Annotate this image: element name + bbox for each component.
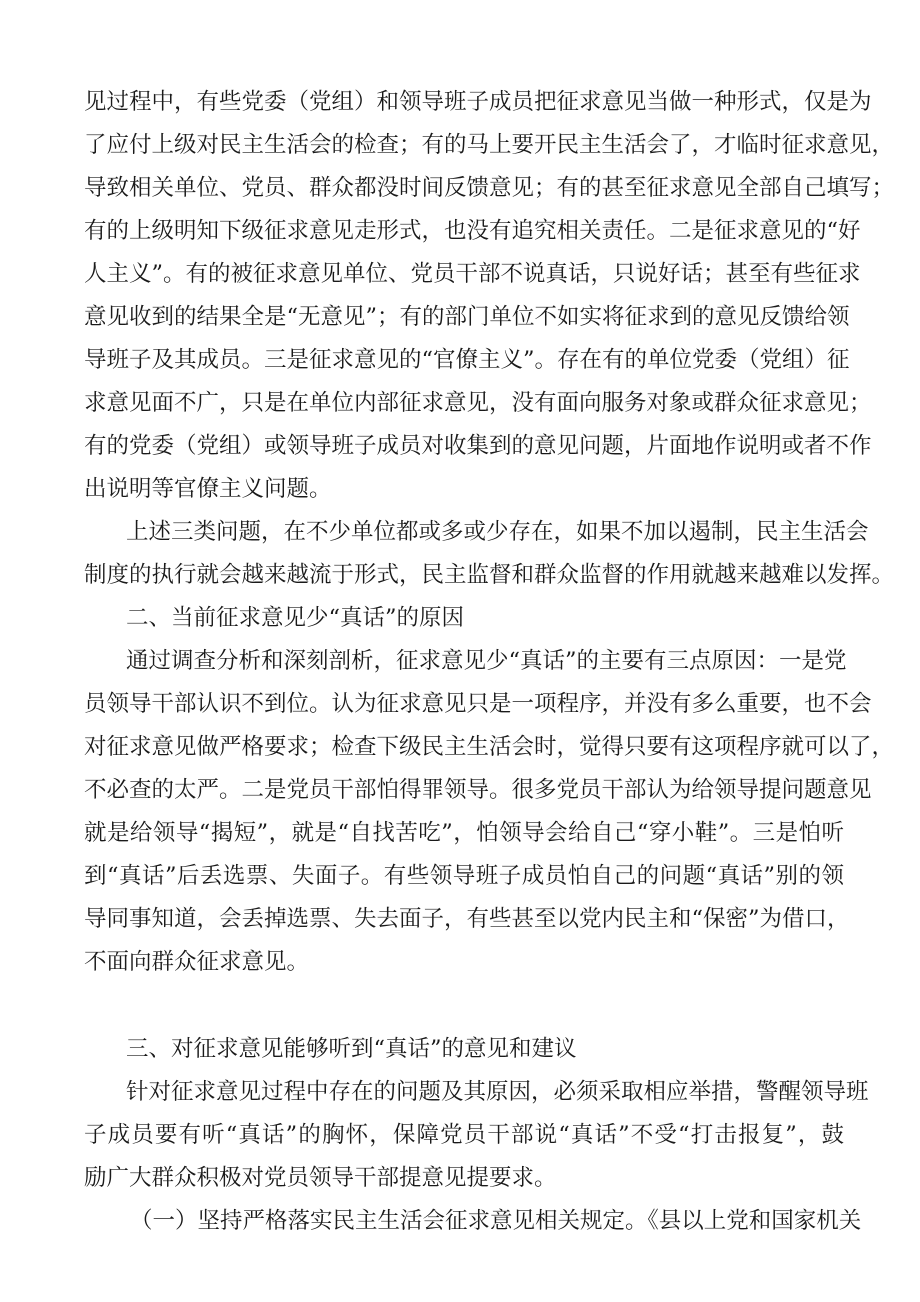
text-line: 出说明等官僚主义问题。 [84,476,332,502]
text-line: 到“真话”后丢选票、失面子。有些领导班子成员怕自己的问题“真话”别的领 [84,863,844,889]
text-line: 有的上级明知下级征求意见走形式，也没有追究相关责任。二是征求意见的“好 [84,218,861,244]
text-line: 子成员要有听“真话”的胸怀，保障党员干部说“真话”不受“打击报复”，鼓 [84,1122,844,1148]
text-line: 励广大群众积极对党员领导干部提意见提要求。 [84,1165,557,1191]
text-line: 求意见面不广，只是在单位内部征求意见，没有面向服务对象或群众征求意见； [84,390,872,416]
text-line: 不必查的太严。二是党员干部怕得罪领导。很多党员干部认为给领导提问题意见 [84,777,872,803]
text-line: 不面向群众征求意见。 [84,949,310,975]
subsection-heading: （一）坚持严格落实民主生活会征求意见相关规定。《县以上党和国家机关 [130,1208,862,1234]
text-line: 见过程中，有些党委（党组）和领导班子成员把征求意见当做一种形式，仅是为 [84,89,872,115]
text-line: 员领导干部认识不到位。认为征求意见只是一项程序，并没有多么重要，也不会 [84,691,872,717]
text-line: 上述三类问题，在不少单位都或多或少存在，如果不加以遏制，民主生活会 [126,519,869,545]
text-line: 针对征求意见过程中存在的问题及其原因，必须采取相应举措，警醒领导班 [126,1079,869,1105]
section-heading: 二、当前征求意见少“真话”的原因 [126,605,465,631]
text-line: 导班子及其成员。三是征求意见的“官僚主义”。存在有的单位党委（党组）征 [84,347,850,373]
text-line: 导同事知道，会丢掉选票、失去面子，有些甚至以党内民主和“保密”为借口， [84,906,850,932]
section-heading: 三、对征求意见能够听到“真话”的意见和建议 [126,1036,577,1062]
text-line: 了应付上级对民主生活会的检查；有的马上要开民主生活会了，才临时征求意见， [84,132,895,158]
text-line: 导致相关单位、党员、群众都没时间反馈意见；有的甚至征求意见全部自己填写； [84,175,895,201]
text-line: 人主义”。有的被征求意见单位、党员干部不说真话，只说好话；甚至有些征求 [84,261,861,287]
text-line: 对征求意见做严格要求；检查下级民主生活会时，觉得只要有这项程序就可以了， [84,734,895,760]
text-line: 通过调查分析和深刻剖析，征求意见少“真话”的主要有三点原因：一是党 [126,648,847,674]
text-line: 意见收到的结果全是“无意见”；有的部门单位不如实将征求到的意见反馈给领 [84,304,850,330]
text-line: 制度的执行就会越来越流于形式，民主监督和群众监督的作用就越来越难以发挥。 [84,562,895,588]
text-line: 就是给领导“揭短”，就是“自找苦吃”，怕领导会给自己“穿小鞋”。三是怕听 [84,820,844,846]
text-line: 有的党委（党组）或领导班子成员对收集到的意见问题，片面地作说明或者不作 [84,433,872,459]
